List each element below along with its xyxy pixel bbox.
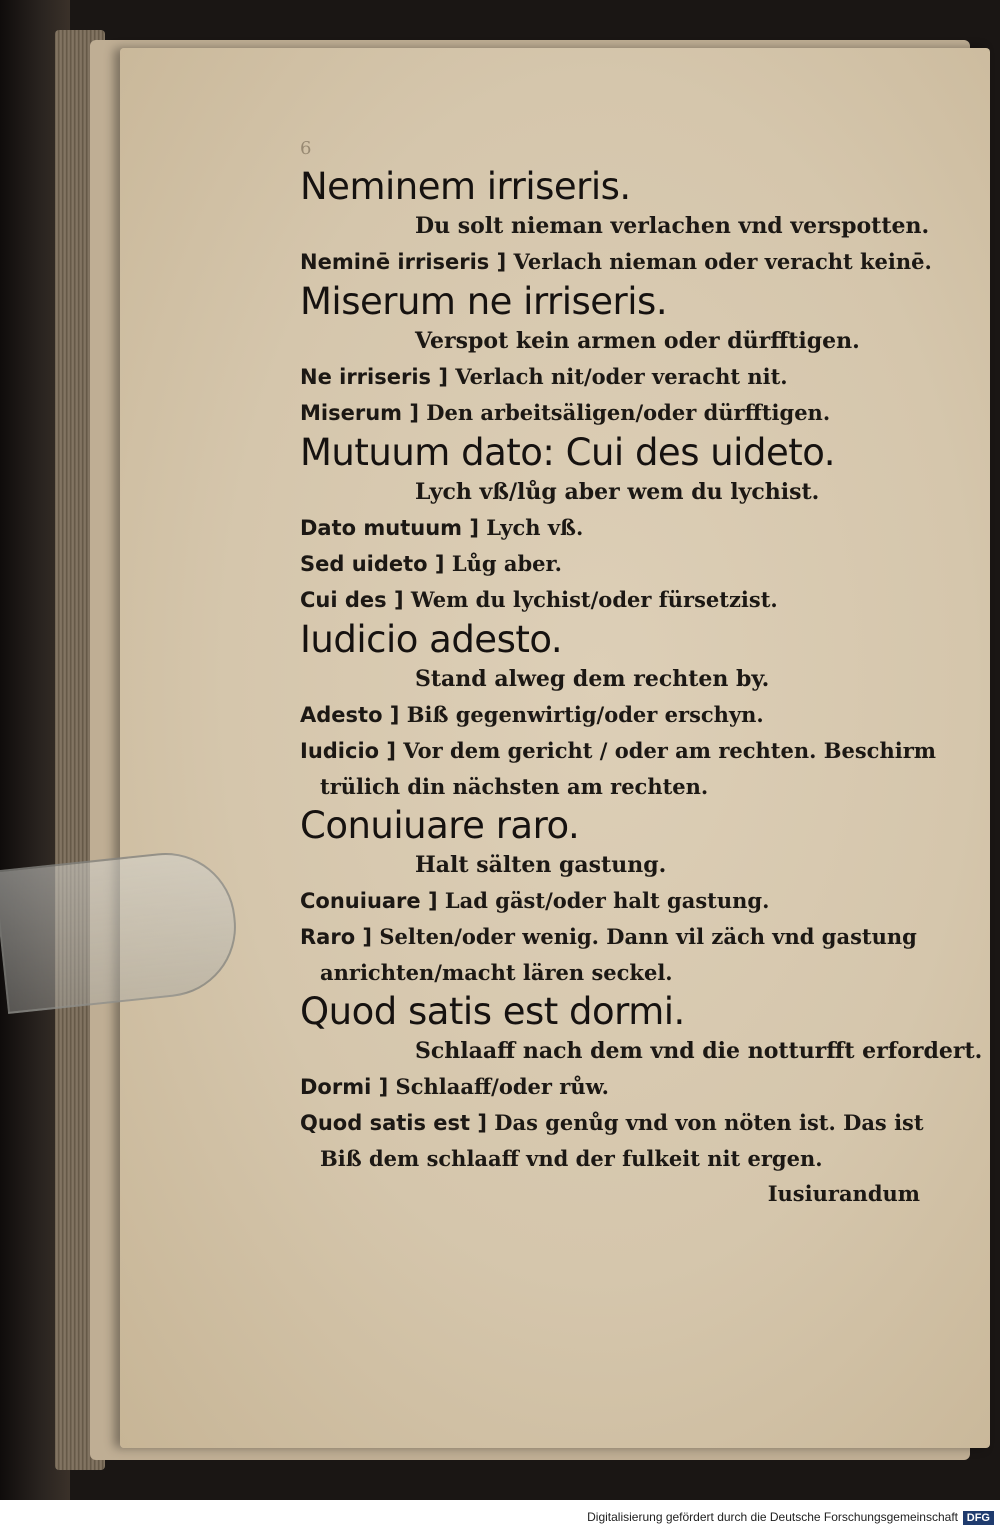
gloss-term: Ne irriseris ] [300,365,448,389]
entry-heading: Miserum ne irriseris. [300,280,668,323]
gloss-text: Selten/oder wenig. Dann vil zäch vnd gastung [379,924,917,949]
gloss-line [300,883,930,919]
gloss-line [300,919,930,955]
gloss-text: Vor dem gericht / oder am rechten. Beschirm [403,738,936,763]
gloss-term: Quod satis est ] [300,1111,487,1135]
page-text [300,165,983,1211]
gloss-line [300,359,930,395]
entry-heading: Mutuum dato: Cui des uideto. [300,431,835,474]
gloss-text: Lad gäst/oder halt gastung. [444,888,770,913]
footer-bar [0,1500,1000,1532]
gloss-text: Wem du lychist/oder fürsetzist. [410,587,778,612]
entry-translation: Stand alweg dem rechten by. [415,666,770,692]
entry-heading: Iudicio adesto. [300,618,563,661]
gloss-line [300,733,936,769]
gloss-continuation: trülich din nächsten am rechten. [320,774,709,799]
gloss-line [300,395,930,431]
catchword: Iusiurandum [767,1181,920,1206]
gloss-text: Das genůg vnd von nöten ist. Das ist [494,1110,924,1135]
gloss-continuation: anrichten/macht lären seckel. [320,960,673,985]
gloss-term: Miserum ] [300,401,419,425]
gloss-text: Verlach nieman oder veracht keinē. [513,249,932,274]
gloss-term: Dormi ] [300,1075,389,1099]
gloss-text: Schlaaff/oder růw. [395,1074,609,1099]
page-number: 6 [300,138,312,159]
gloss-term: Cui des ] [300,588,404,612]
gloss-text: Lůg aber. [451,551,562,576]
gloss-term: Raro ] [300,925,373,949]
gloss-term: Neminē irriseris ] [300,250,507,274]
entry-translation: Halt sälten gastung. [415,852,667,878]
gloss-term: Iudicio ] [300,739,396,763]
dfg-logo: DFG [963,1511,994,1525]
gloss-term: Sed uideto ] [300,552,445,576]
gloss-term: Conuiuare ] [300,889,438,913]
gloss-line [300,510,930,546]
gloss-line [300,1069,930,1105]
gloss-line [300,1105,930,1141]
gloss-term: Adesto ] [300,703,400,727]
entry-translation: Schlaaff nach dem vnd die notturfft erfordert. [415,1038,983,1064]
entry-heading: Quod satis est dormi. [300,990,685,1033]
gloss-text: Biß gegenwirtig/oder erschyn. [406,702,764,727]
gloss-line [300,697,930,733]
gloss-text: Den arbeitsäligen/oder dürfftigen. [426,400,831,425]
entry-translation: Lych vß/lůg aber wem du lychist. [415,479,820,505]
entry-heading: Conuiuare raro. [300,804,580,847]
gloss-continuation: Biß dem schlaaff vnd der fulkeit nit ergen. [320,1146,823,1171]
entry-heading: Neminem irriseris. [300,165,631,208]
gloss-text: Verlach nit/oder veracht nit. [455,364,788,389]
gloss-term: Dato mutuum ] [300,516,479,540]
gloss-line [300,582,930,618]
gloss-text: Lych vß. [486,515,584,540]
entry-translation: Verspot kein armen oder dürfftigen. [415,328,860,354]
entry-translation: Du solt nieman verlachen vnd verspotten. [415,213,930,239]
gloss-line [300,244,930,280]
footer-credit: Digitalisierung gefördert durch die Deutsche Forschungsgemeinschaft [587,1510,958,1524]
gloss-line [300,546,930,582]
